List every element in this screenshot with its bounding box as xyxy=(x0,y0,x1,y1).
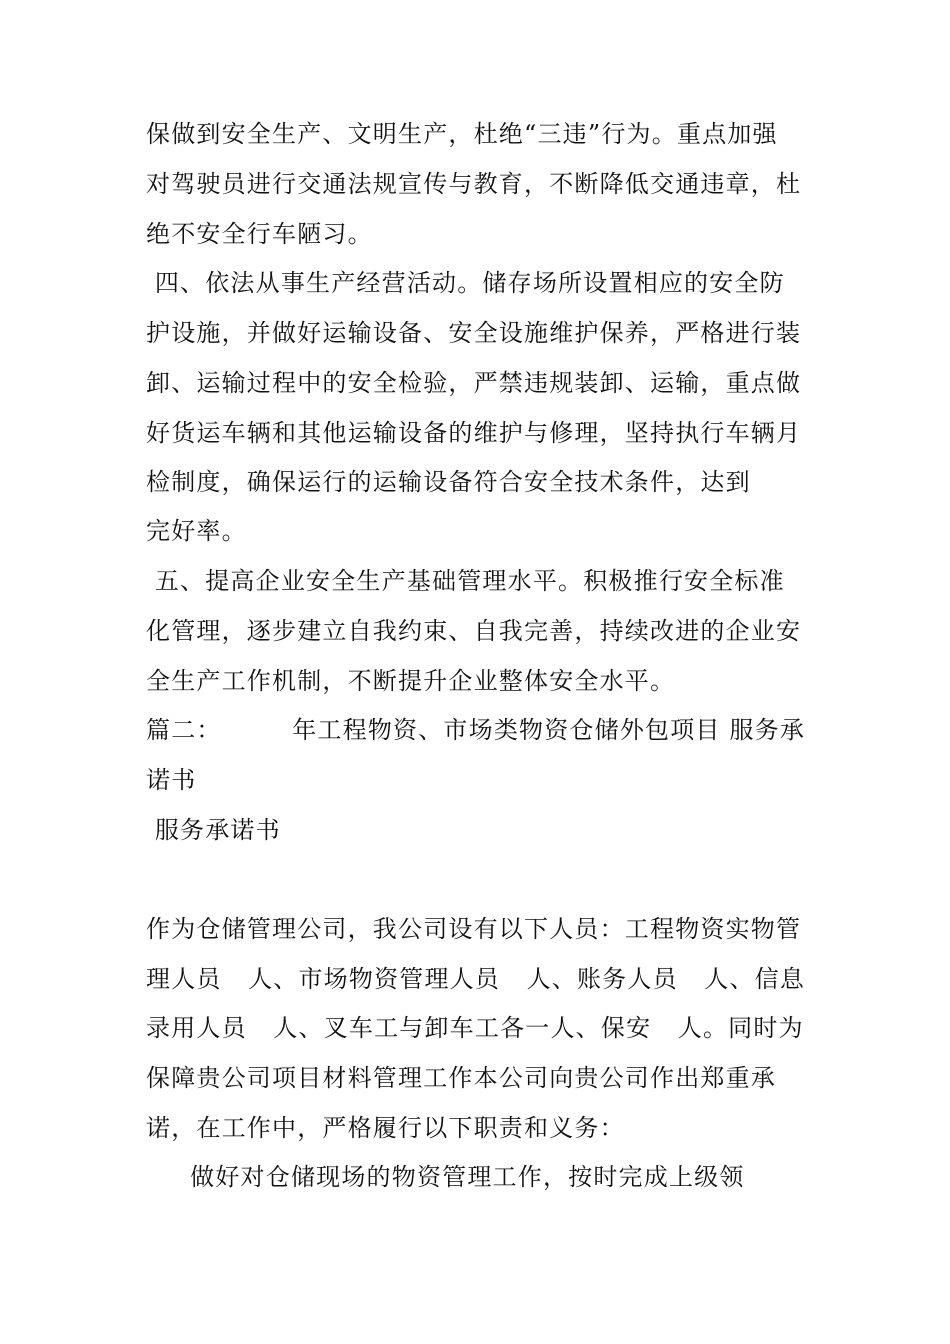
text-line: 录用人员 人、叉车工与卸车工各一人、保安 人。同时为 xyxy=(146,1014,804,1042)
text-line: 做好对仓储现场的物资管理工作，按时完成上级领 xyxy=(146,1163,745,1191)
text-line: 绝不安全行车陋习。 xyxy=(146,220,373,248)
text-line: 对驾驶员进行交通法规宣传与教育，不断降低交通违章，杜 xyxy=(146,170,802,198)
chapter-title-continued: 诺书 xyxy=(146,766,197,794)
text-line: 保做到安全生产、文明生产，杜绝“三违”行为。重点加强 xyxy=(146,120,778,148)
section-heading-4: 四、依法从事生产经营活动。储存场所设置相应的安全防 xyxy=(146,269,785,297)
text-line: 完好率。 xyxy=(146,517,247,545)
text-line: 诺，在工作中，严格履行以下职责和义务： xyxy=(146,1114,625,1142)
text-line: 作为仓储管理公司，我公司设有以下人员：工程物资实物管 xyxy=(146,915,802,943)
text-line: 保障贵公司项目材料管理工作本公司向贵公司作出郑重承 xyxy=(146,1064,776,1092)
text-line: 检制度，确保运行的运输设备符合安全技术条件，达到 xyxy=(146,468,751,496)
text-line: 卸、运输过程中的安全检验，严禁违规装卸、运输，重点做 xyxy=(146,369,802,397)
text-line: 护设施，并做好运输设备、安全设施维护保养，严格进行装 xyxy=(146,319,802,347)
chapter-title: 篇二： 年工程物资、市场类物资仓储外包项目 服务承 xyxy=(146,716,806,744)
section-heading-5: 五、提高企业安全生产基础管理水平。积极推行安全标准 xyxy=(146,567,785,595)
text-line: 化管理，逐步建立自我约束、自我完善，持续改进的企业安 xyxy=(146,617,802,645)
document-heading: 服务承诺书 xyxy=(146,816,281,844)
text-line: 理人员 人、市场物资管理人员 人、账务人员 人、信息 xyxy=(146,965,806,993)
text-line: 好货运车辆和其他运输设备的维护与修理，坚持执行车辆月 xyxy=(146,419,802,447)
text-line: 全生产工作机制，不断提升企业整体安全水平。 xyxy=(146,667,676,695)
